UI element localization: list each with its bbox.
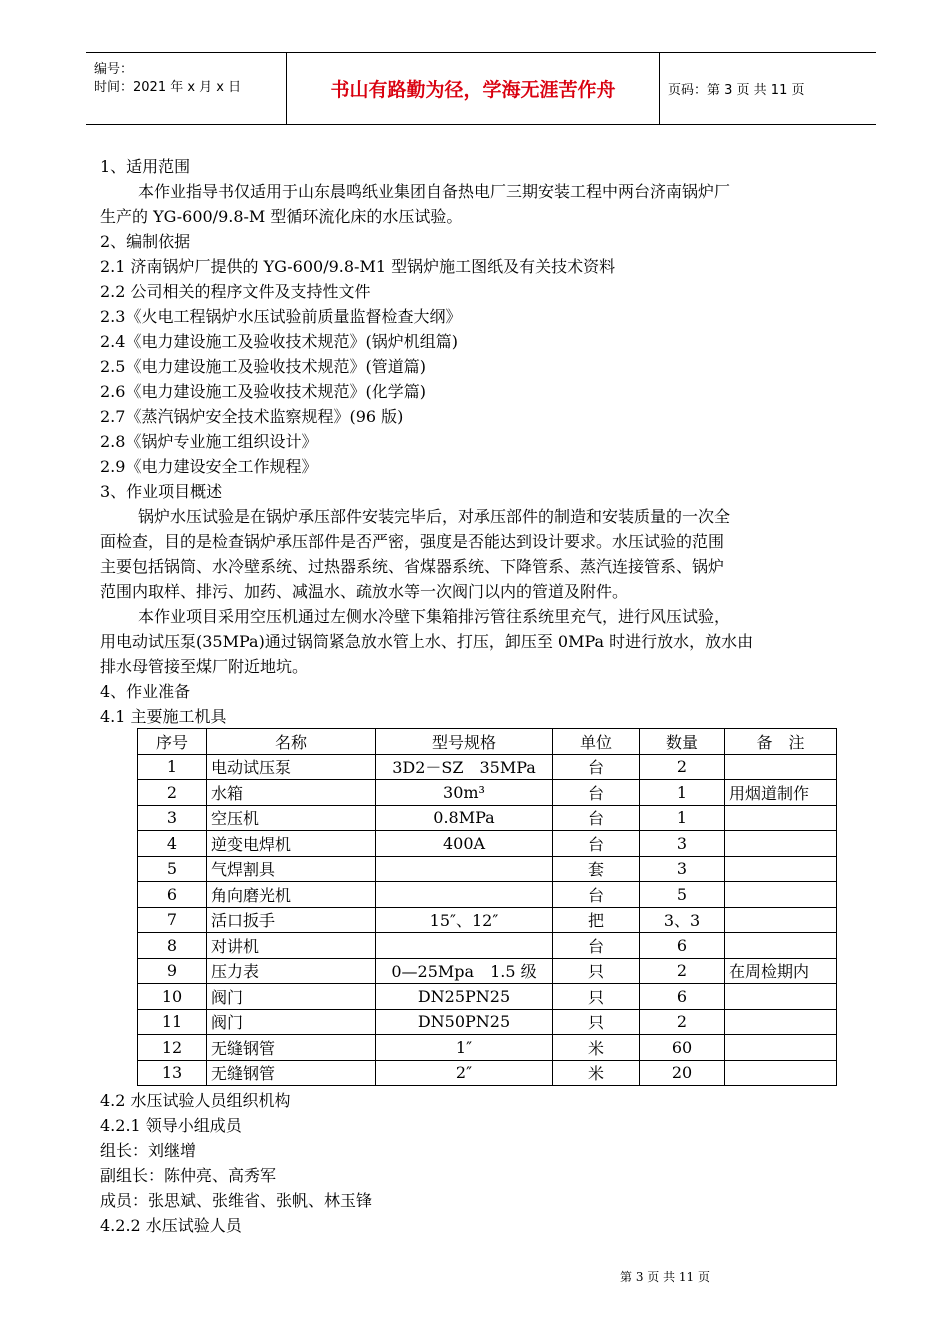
table-cell: 把 [553, 907, 640, 933]
section-heading: 4、作业准备 [100, 682, 191, 701]
table-cell: 2 [138, 780, 207, 806]
reference-item: 2.6《电力建设施工及验收技术规范》(化学篇) [100, 382, 426, 401]
paragraph-line: 面检查，目的是检查锅炉承压部件是否严密，强度是否能达到设计要求。水压试验的范围 [100, 532, 725, 551]
table-row [138, 754, 837, 780]
table-cell: 6 [138, 882, 207, 908]
table-cell [376, 856, 553, 882]
reference-item: 2.8《锅炉专业施工组织设计》 [100, 432, 318, 451]
table-cell: 角向磨光机 [207, 882, 376, 908]
table-cell: 8 [138, 933, 207, 959]
table-cell: 2″ [376, 1060, 553, 1086]
paragraph-line: 锅炉水压试验是在锅炉承压部件安装完毕后，对承压部件的制造和安装质量的一次全 [138, 507, 731, 526]
table-cell: 3 [138, 805, 207, 831]
table-cell [725, 1035, 837, 1061]
table-cell: 6 [640, 984, 725, 1010]
table-cell: 电动试压泵 [207, 754, 376, 780]
equipment-table [137, 728, 837, 1086]
header-number: 编号： [94, 62, 134, 77]
paragraph-line: 副组长：陈仲亮、高秀军 [100, 1166, 277, 1185]
table-cell: 只 [553, 984, 640, 1010]
table-row [138, 1009, 837, 1035]
paragraph-line: 生产的 YG-600/9.8-M 型循环流化床的水压试验。 [100, 207, 463, 226]
table-cell: 13 [138, 1060, 207, 1086]
reference-item: 2.1 济南锅炉厂提供的 YG-600/9.8-M1 型锅炉施工图纸及有关技术资料 [100, 257, 616, 276]
table-cell: 台 [553, 780, 640, 806]
table-cell: 20 [640, 1060, 725, 1086]
table-row [138, 1035, 837, 1061]
page-footer: 第 3 页 共 11 页 [620, 1270, 710, 1284]
table-cell: 米 [553, 1060, 640, 1086]
table-cell: 只 [553, 1009, 640, 1035]
table-cell: 4 [138, 831, 207, 857]
table-cell: 压力表 [207, 958, 376, 984]
table-cell: 1 [640, 805, 725, 831]
table-cell: 9 [138, 958, 207, 984]
column-header: 数量 [640, 729, 725, 755]
table-cell [725, 754, 837, 780]
table-cell [725, 1060, 837, 1086]
section-heading: 2、编制依据 [100, 232, 191, 251]
table-cell: 0.8MPa [376, 805, 553, 831]
table-row [138, 984, 837, 1010]
table-cell: 0—25Mpa 1.5 级 [376, 958, 553, 984]
table-cell: 3、3 [640, 907, 725, 933]
table-row [138, 933, 837, 959]
header-page-number: 页码：第 3 页 共 11 页 [668, 83, 805, 98]
paragraph-line: 本作业指导书仅适用于山东晨鸣纸业集团自备热电厂三期安装工程中两台济南锅炉厂 [138, 182, 731, 201]
table-cell: 活口扳手 [207, 907, 376, 933]
table-header-row [138, 729, 837, 755]
column-header: 名称 [207, 729, 376, 755]
table-cell: 逆变电焊机 [207, 831, 376, 857]
column-header: 单位 [553, 729, 640, 755]
table-row [138, 958, 837, 984]
table-cell: 台 [553, 805, 640, 831]
table-cell: 15″、12″ [376, 907, 553, 933]
subsection-heading: 4.2 水压试验人员组织机构 [100, 1091, 291, 1110]
table-cell: 6 [640, 933, 725, 959]
table-cell: 在周检期内 [725, 958, 837, 984]
table-row [138, 907, 837, 933]
reference-item: 2.3《火电工程锅炉水压试验前质量监督检查大纲》 [100, 307, 462, 326]
table-cell: DN50PN25 [376, 1009, 553, 1035]
table-cell [725, 984, 837, 1010]
table-cell: 空压机 [207, 805, 376, 831]
table-cell: 60 [640, 1035, 725, 1061]
column-header: 备 注 [725, 729, 837, 755]
table-cell [725, 882, 837, 908]
table-cell [725, 933, 837, 959]
table-cell: 阀门 [207, 1009, 376, 1035]
table-cell: 2 [640, 958, 725, 984]
header-motto: 书山有路勤为径，学海无涯苦作舟 [287, 53, 660, 124]
table-cell: 台 [553, 933, 640, 959]
table-cell: 2 [640, 1009, 725, 1035]
table-cell: 无缝钢管 [207, 1060, 376, 1086]
table-cell: 水箱 [207, 780, 376, 806]
table-cell: 只 [553, 958, 640, 984]
table-cell: 台 [553, 754, 640, 780]
table-cell: 用烟道制作 [725, 780, 837, 806]
table-row [138, 831, 837, 857]
table-cell [376, 882, 553, 908]
table-cell: 套 [553, 856, 640, 882]
section-heading: 1、适用范围 [100, 157, 191, 176]
table-row [138, 780, 837, 806]
page-header [86, 52, 876, 125]
table-cell: 气焊割具 [207, 856, 376, 882]
table-cell: 台 [553, 831, 640, 857]
table-cell: 30m³ [376, 780, 553, 806]
table-row [138, 856, 837, 882]
reference-item: 2.7《蒸汽锅炉安全技术监察规程》(96 版) [100, 407, 404, 426]
table-cell: 5 [138, 856, 207, 882]
reference-item: 2.5《电力建设施工及验收技术规范》(管道篇) [100, 357, 426, 376]
paragraph-line: 成员：张思斌、张维省、张帆、林玉锋 [100, 1191, 373, 1210]
subsection-heading: 4.2.2 水压试验人员 [100, 1216, 242, 1235]
table-cell: 7 [138, 907, 207, 933]
table-cell: 米 [553, 1035, 640, 1061]
header-date: 时间：2021 年 x 月 x 日 [94, 80, 242, 95]
table-cell: 400A [376, 831, 553, 857]
paragraph-line: 用电动试压泵(35MPa)通过锅筒紧急放水管上水、打压，卸压至 0MPa 时进行放水，放水由 [100, 632, 754, 651]
table-cell: 5 [640, 882, 725, 908]
paragraph-line: 范围内取样、排污、加药、减温水、疏放水等一次阀门以内的管道及附件。 [100, 582, 629, 601]
table-row [138, 805, 837, 831]
table-row [138, 882, 837, 908]
table-cell: 2 [640, 754, 725, 780]
table-cell: 3 [640, 831, 725, 857]
table-row [138, 1060, 837, 1086]
reference-item: 2.2 公司相关的程序文件及支持性文件 [100, 282, 371, 301]
table-cell [725, 907, 837, 933]
table-cell: 3 [640, 856, 725, 882]
table-cell: 无缝钢管 [207, 1035, 376, 1061]
table-cell: 台 [553, 882, 640, 908]
header-meta [86, 53, 287, 124]
subsection-heading: 4.2.1 领导小组成员 [100, 1116, 242, 1135]
reference-item: 2.9《电力建设安全工作规程》 [100, 457, 318, 476]
reference-item: 2.4《电力建设施工及验收技术规范》(锅炉机组篇) [100, 332, 458, 351]
section-heading: 3、作业项目概述 [100, 482, 223, 501]
table-cell: 1″ [376, 1035, 553, 1061]
table-cell: 对讲机 [207, 933, 376, 959]
table-cell [725, 856, 837, 882]
table-cell [725, 1009, 837, 1035]
table-cell [725, 831, 837, 857]
table-cell: 1 [640, 780, 725, 806]
table-cell: 阀门 [207, 984, 376, 1010]
table-cell: DN25PN25 [376, 984, 553, 1010]
paragraph-line: 组长：刘继增 [100, 1141, 197, 1160]
column-header: 型号规格 [376, 729, 553, 755]
table-cell: 11 [138, 1009, 207, 1035]
subsection-heading: 4.1 主要施工机具 [100, 707, 227, 726]
column-header: 序号 [138, 729, 207, 755]
table-cell [725, 805, 837, 831]
table-cell: 10 [138, 984, 207, 1010]
table-cell: 12 [138, 1035, 207, 1061]
paragraph-line: 排水母管接至煤厂附近地坑。 [100, 657, 309, 676]
paragraph-line: 本作业项目采用空压机通过左侧水冷壁下集箱排污管往系统里充气，进行风压试验， [138, 607, 731, 626]
table-cell [376, 933, 553, 959]
table-cell: 3D2－SZ 35MPa [376, 754, 553, 780]
table-cell: 1 [138, 754, 207, 780]
paragraph-line: 主要包括锅筒、水冷壁系统、过热器系统、省煤器系统、下降管系、蒸汽连接管系、锅炉 [100, 557, 725, 576]
